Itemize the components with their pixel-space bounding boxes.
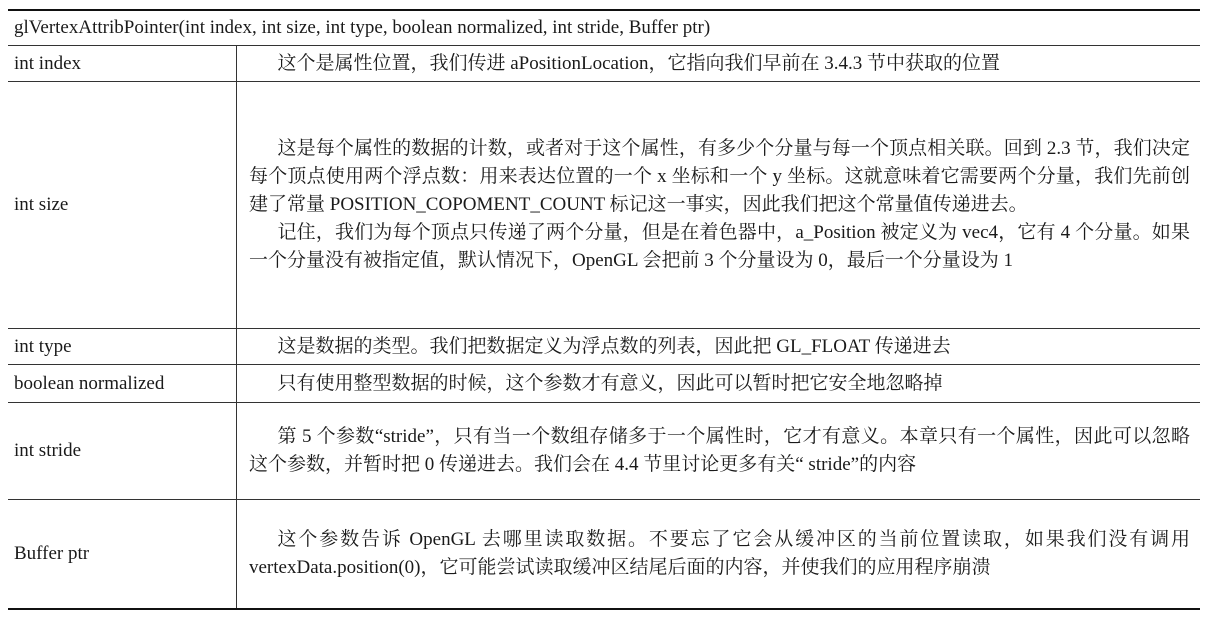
param-name-normalized: boolean normalized — [8, 365, 237, 403]
param-name-stride: int stride — [8, 403, 237, 500]
param-name-size: int size — [8, 82, 237, 329]
param-name-type: int type — [8, 329, 237, 365]
table-row — [8, 329, 1200, 365]
param-desc-stride — [237, 403, 1201, 500]
table-header-row — [8, 10, 1200, 46]
desc-paragraph: 只有使用整型数据的时候，这个参数才有意义，因此可以暂时把它安全地忽略掉 — [277, 372, 943, 394]
table-row — [8, 403, 1200, 500]
desc-paragraph: 这个参数告诉 OpenGL 去哪里读取数据。不要忘了它会从缓冲区的当前位置读取，如果我们没有调用 vertexData.position(0)，它可能尝试读取缓冲区结尾后面的内容，并使我们的应用程序崩溃 — [249, 529, 1190, 579]
param-desc-ptr — [237, 500, 1201, 610]
desc-paragraph: 这个是属性位置，我们传进 aPositionLocation，它指向我们早前在 3.4.3 节中获取的位置 — [277, 52, 1001, 74]
desc-paragraph: 这是数据的类型。我们把数据定义为浮点数的列表，因此把 GL_FLOAT 传递进去 — [277, 335, 951, 357]
param-desc-index — [237, 46, 1201, 82]
desc-paragraph: 第 5 个参数“stride”，只有当一个数组存储多于一个属性时，它才有意义。本章只有一个属性，因此可以忽略这个参数，并暂时把 0 传递进去。我们会在 4.4 节里讨论更多有关“ stride”的内容 — [249, 426, 1190, 476]
param-desc-normalized — [237, 365, 1201, 403]
param-desc-type — [237, 329, 1201, 365]
desc-paragraph: 这是每个属性的数据的计数，或者对于这个属性，有多少个分量与每一个顶点相关联。回到 2.3 节，我们决定每个顶点使用两个浮点数：用来表达位置的一个 x 坐标和一个 y 坐标。这就意味着它需要两个分量，我们先前创建了常量 POSITION_COPOMENT_COUNT 标记这一事实，因此我们把这个常量值传递进去。 — [249, 137, 1190, 216]
desc-paragraph: 记住，我们为每个顶点只传递了两个分量，但是在着色器中，a_Position 被定义为 vec4，它有 4 个分量。如果一个分量没有被指定值，默认情况下，OpenGL 会把前 3 个分量设为 0，最后一个分量设为 1 — [249, 222, 1190, 272]
param-desc-size — [237, 82, 1201, 329]
param-name-ptr: Buffer ptr — [8, 500, 237, 610]
parameter-table — [8, 9, 1200, 610]
param-name-index: int index — [8, 46, 237, 82]
parameter-table-container — [8, 9, 1200, 610]
table-row — [8, 82, 1200, 329]
table-row — [8, 46, 1200, 82]
function-signature: glVertexAttribPointer(int index, int size, int type, boolean normalized, int stride, Buffer ptr) — [8, 10, 1200, 46]
table-row — [8, 365, 1200, 403]
table-row — [8, 500, 1200, 610]
